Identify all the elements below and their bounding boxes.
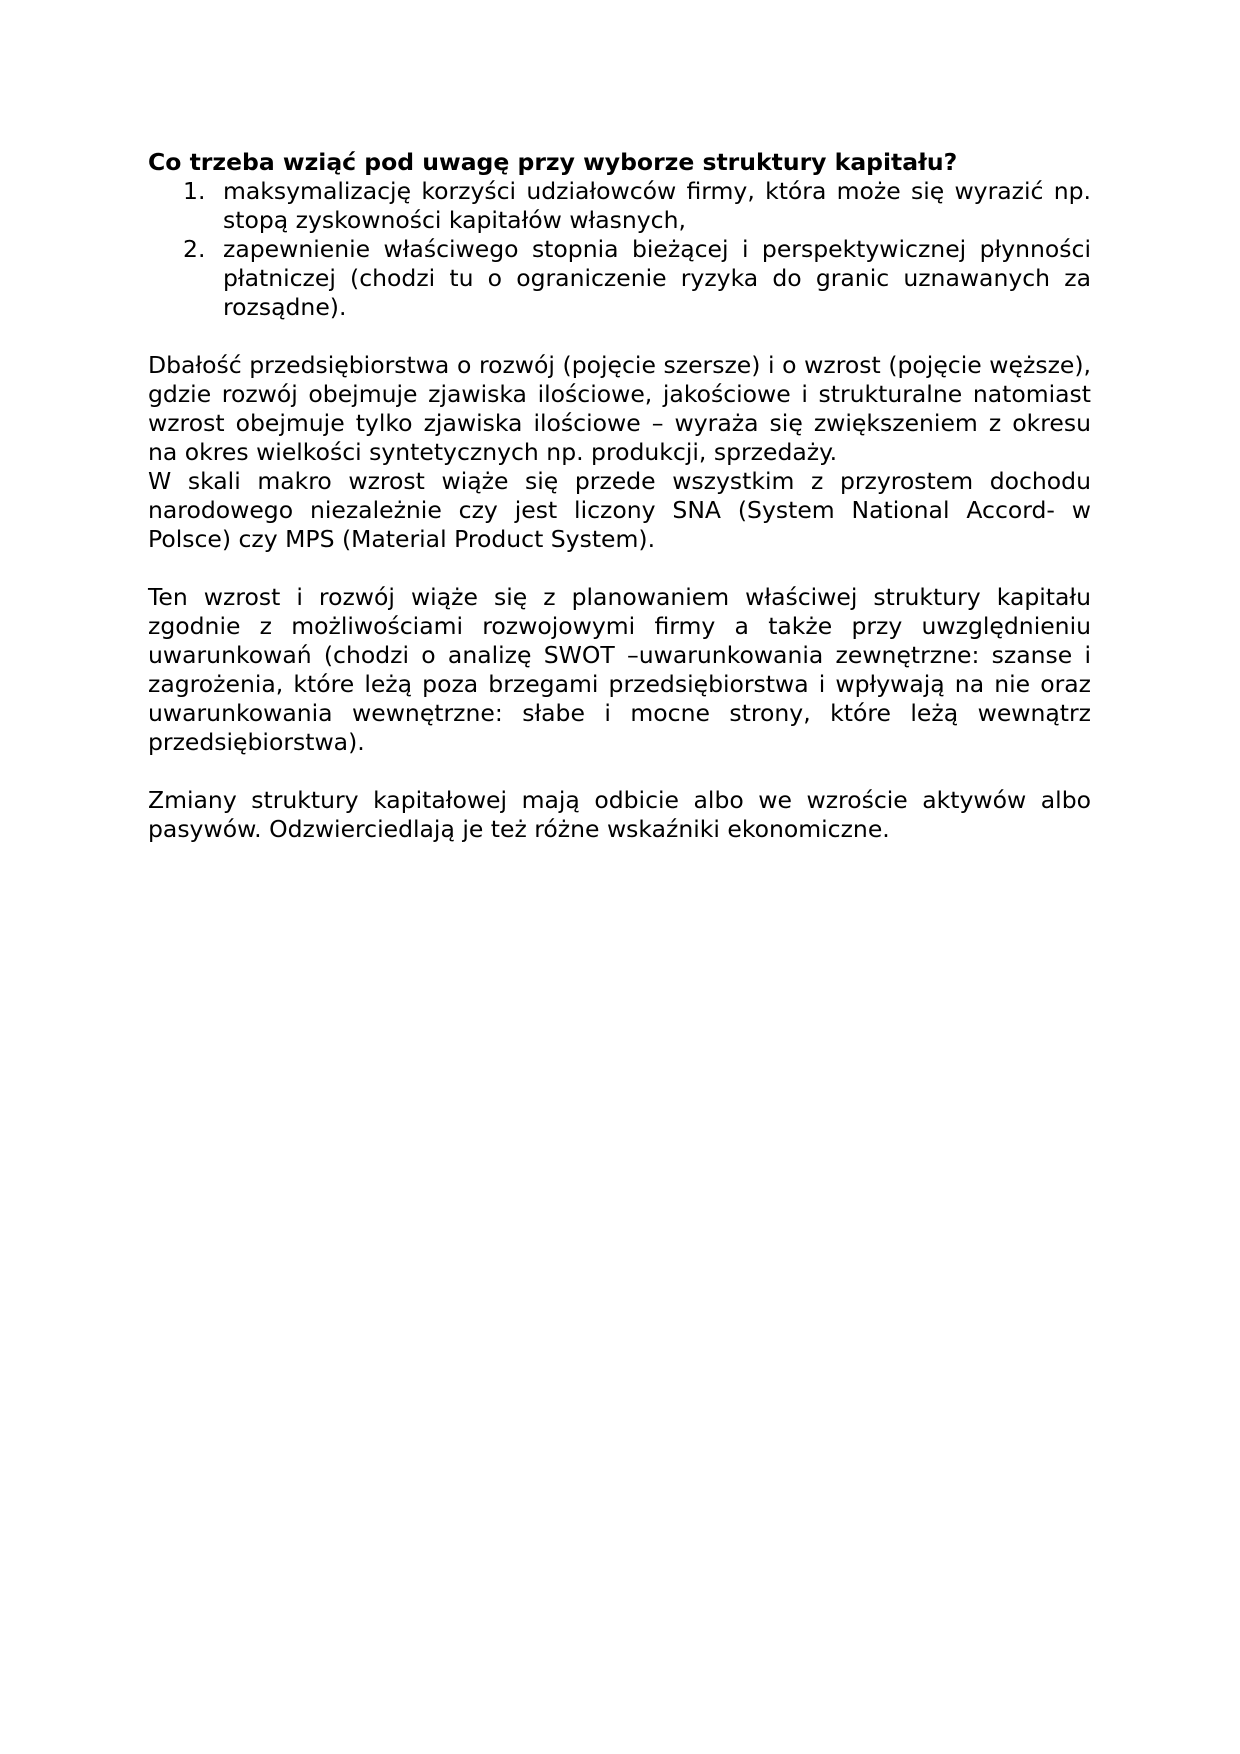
list-item-number: 2. [183,235,206,263]
paragraph-capital-changes: Zmiany struktury kapitałowej mają odbicie albo we wzroście aktywów albo pasywów. Odzwierciedlają je też różne wskaźniki ekonomiczne. [148,786,1091,843]
list-item [183,235,1091,322]
paragraph-spacer [148,757,1091,786]
paragraph-spacer [148,322,1091,351]
considerations-list [148,177,1091,322]
list-item-text: maksymalizację korzyści udziałowców firmy, która może się wyrazić np. stopą zyskowności kapitałów własnych, [223,177,1091,234]
document-body [148,148,1091,844]
list-item-number: 1. [183,177,206,205]
paragraph-macro-growth: W skali makro wzrost wiąże się przede wszystkim z przyrostem dochodu narodowego niezależnie czy jest liczony SNA (System National Accord- w Polsce) czy MPS (Material Product System). [148,467,1091,553]
list-item [183,177,1091,235]
paragraph-development: Dbałość przedsiębiorstwa o rozwój (pojęcie szersze) i o wzrost (pojęcie węższe), gdzie rozwój obejmuje zjawiska ilościowe, jakościowe i strukturalne natomiast wzrost obejmuje tylko zjawiska ilościowe – wyraża się zwiększeniem z okresu na okres wielkości syntetycznych np. produkcji, sprzedaży. [148,351,1091,466]
document-title: Co trzeba wziąć pod uwagę przy wyborze struktury kapitału? [148,148,958,176]
paragraph-spacer [148,554,1091,583]
paragraph-swot: Ten wzrost i rozwój wiąże się z planowaniem właściwej struktury kapitału zgodnie z możliwościami rozwojowymi firmy a także przy uwzględnieniu uwarunkowań (chodzi o analizę SWOT –uwarunkowania zewnętrzne: szanse i zagrożenia, które leżą poza brzegami przedsiębiorstwa i wpływają na nie oraz uwarunkowania wewnętrzne: słabe i mocne strony, które leżą wewnątrz przedsiębiorstwa). [148,583,1091,756]
list-item-text: zapewnienie właściwego stopnia bieżącej i perspektywicznej płynności płatniczej (chodzi tu o ograniczenie ryzyka do granic uznawanych za rozsądne). [223,235,1091,321]
